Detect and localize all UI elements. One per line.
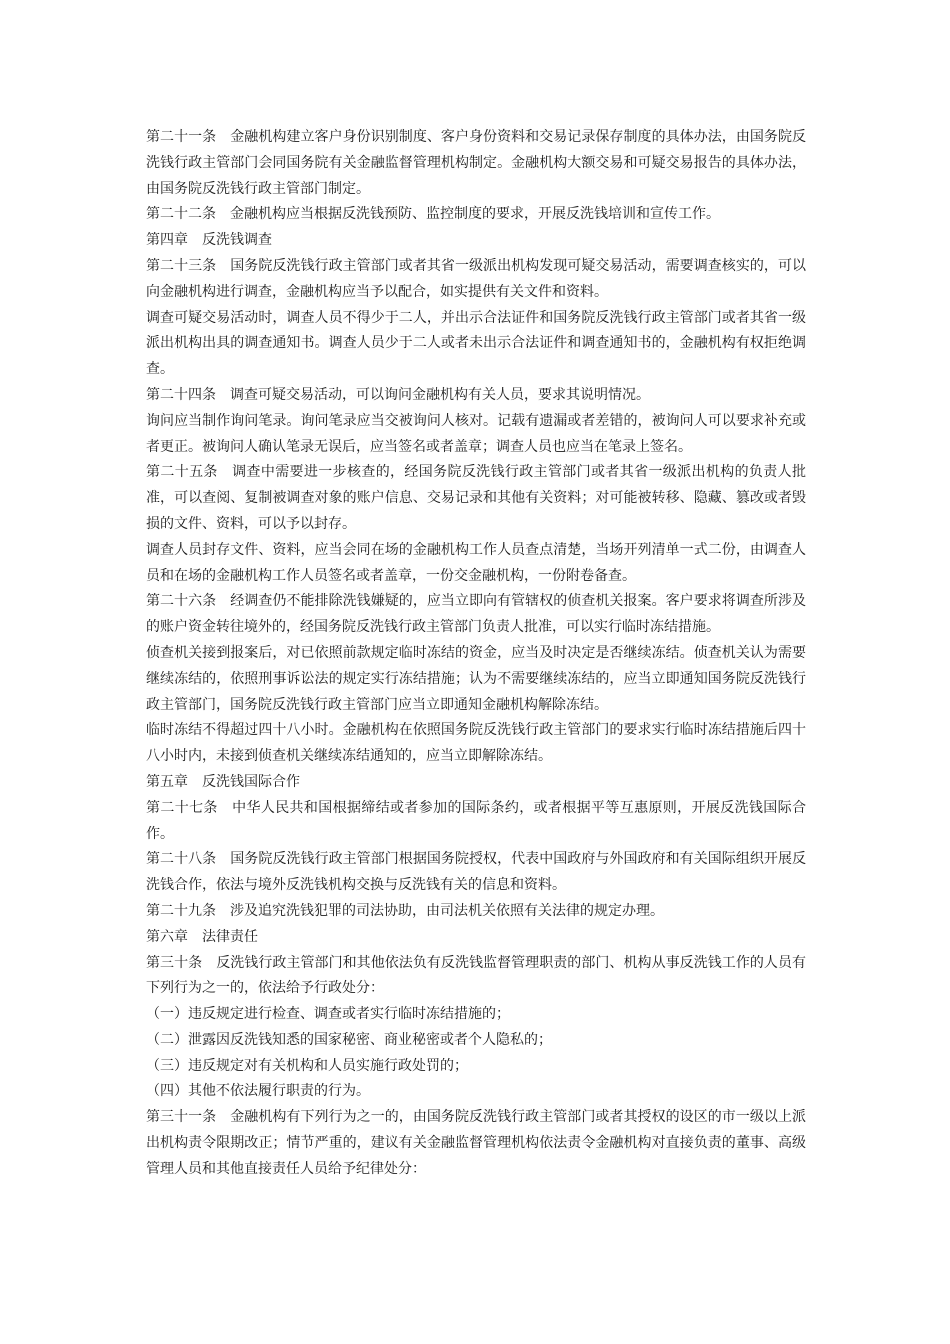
paragraph-article-23: 第二十三条 国务院反洗钱行政主管部门或者其省一级派出机构发现可疑交易活动，需要调查核实的，可以向金融机构进行调查，金融机构应当予以配合，如实提供有关文件和资料。 [146, 257, 806, 300]
paragraph-article-28: 第二十八条 国务院反洗钱行政主管部门根据国务院授权，代表中国政府与外国政府和有关国际组织开展反洗钱合作，依法与境外反洗钱机构交换与反洗钱有关的信息和资料。 [146, 851, 806, 894]
paragraph-article-27: 第二十七条 中华人民共和国根据缔结或者参加的国际条约，或者根据平等互惠原则，开展反洗钱国际合作。 [146, 799, 806, 842]
paragraph-article-31: 第三十一条 金融机构有下列行为之一的，由国务院反洗钱行政主管部门或者其授权的设区的市一级以上派出机构责令限期改正；情节严重的，建议有关金融监督管理机构依法责令金融机构对直接负责的董事、高级管理人员和其他直接责任人员给予纪律处分： [146, 1109, 806, 1177]
paragraph-article-24-clause-2: 询问应当制作询问笔录。询问笔录应当交被询问人核对。记载有遗漏或者差错的，被询问人可以要求补充或者更正。被询问人确认笔录无误后，应当签名或者盖章；调查人员也应当在笔录上签名。 [146, 412, 806, 455]
paragraph-article-30: 第三十条 反洗钱行政主管部门和其他依法负有反洗钱监督管理职责的部门、机构从事反洗钱工作的人员有下列行为之一的，依法给予行政处分： [146, 954, 806, 997]
paragraph-article-26: 第二十六条 经调查仍不能排除洗钱嫌疑的，应当立即向有管辖权的侦查机关报案。客户要求将调查所涉及的账户资金转往境外的，经国务院反洗钱行政主管部门负责人批准，可以实行临时冻结措施。 [146, 593, 806, 636]
list-item-3: （三）违反规定对有关机构和人员实施行政处罚的； [146, 1057, 468, 1074]
paragraph-article-29: 第二十九条 涉及追究洗钱犯罪的司法协助，由司法机关依照有关法律的规定办理。 [146, 902, 664, 919]
paragraph-article-26-clause-3: 临时冻结不得超过四十八小时。金融机构在依照国务院反洗钱行政主管部门的要求实行临时冻结措施后四十八小时内，未接到侦查机关继续冻结通知的，应当立即解除冻结。 [146, 722, 806, 765]
document-body [146, 125, 806, 1183]
paragraph-article-25: 第二十五条 调查中需要进一步核查的，经国务院反洗钱行政主管部门或者其省一级派出机构的负责人批准，可以查阅、复制被调查对象的账户信息、交易记录和其他有关资料；对可能被转移、隐藏、篡改或者毁损的文件、资料，可以予以封存。 [146, 464, 806, 532]
paragraph-article-25-clause-2: 调查人员封存文件、资料，应当会同在场的金融机构工作人员查点清楚，当场开列清单一式二份，由调查人员和在场的金融机构工作人员签名或者盖章，一份交金融机构，一份附卷备查。 [146, 541, 806, 584]
chapter-heading-6: 第六章 法律责任 [146, 928, 258, 945]
paragraph-article-21: 第二十一条 金融机构建立客户身份识别制度、客户身份资料和交易记录保存制度的具体办法，由国务院反洗钱行政主管部门会同国务院有关金融监督管理机构制定。金融机构大额交易和可疑交易报告的具体办法，由国务院反洗钱行政主管部门制定。 [146, 129, 806, 197]
paragraph-article-22: 第二十二条 金融机构应当根据反洗钱预防、监控制度的要求，开展反洗钱培训和宣传工作。 [146, 206, 720, 223]
list-item-1: （一）违反规定进行检查、调查或者实行临时冻结措施的； [146, 1006, 510, 1023]
paragraph-article-24: 第二十四条 调查可疑交易活动，可以询问金融机构有关人员，要求其说明情况。 [146, 386, 650, 403]
paragraph-article-23-clause-2: 调查可疑交易活动时，调查人员不得少于二人，并出示合法证件和国务院反洗钱行政主管部门或者其省一级派出机构出具的调查通知书。调查人员少于二人或者未出示合法证件和调查通知书的，金融机构有权拒绝调查。 [146, 309, 806, 378]
chapter-heading-4: 第四章 反洗钱调查 [146, 232, 272, 249]
chapter-heading-5: 第五章 反洗钱国际合作 [146, 773, 300, 790]
list-item-4: （四）其他不依法履行职责的行为。 [146, 1083, 370, 1100]
paragraph-article-26-clause-2: 侦查机关接到报案后，对已依照前款规定临时冻结的资金，应当及时决定是否继续冻结。侦查机关认为需要继续冻结的，依照刑事诉讼法的规定实行冻结措施；认为不需要继续冻结的，应当立即通知国务院反洗钱行政主管部门，国务院反洗钱行政主管部门应当立即通知金融机构解除冻结。 [146, 644, 806, 713]
list-item-2: （二）泄露因反洗钱知悉的国家秘密、商业秘密或者个人隐私的； [146, 1031, 552, 1048]
